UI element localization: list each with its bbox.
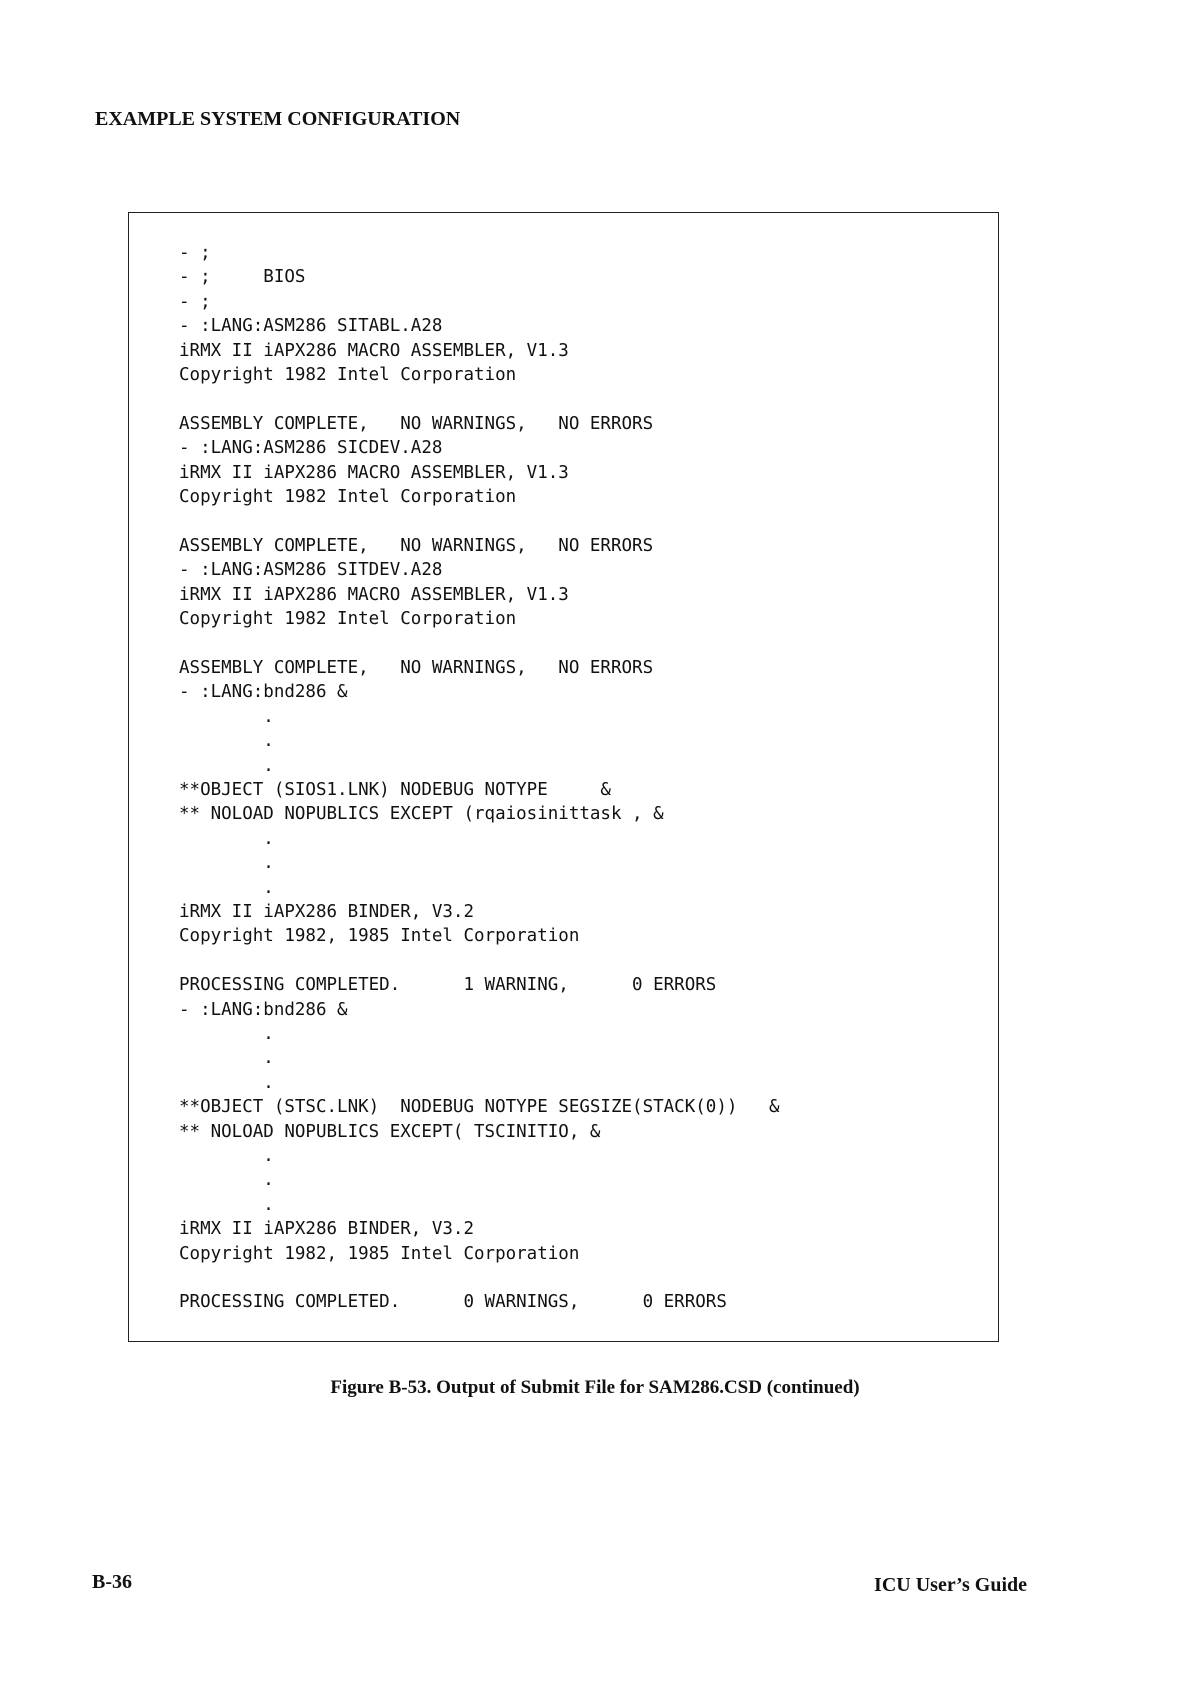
listing-line: ** NOLOAD NOPUBLICS EXCEPT( TSCINITIO, & <box>179 1121 601 1142</box>
listing-line: . <box>179 1072 274 1093</box>
listing-line: iRMX II iAPX286 MACRO ASSEMBLER, V1.3 <box>179 584 569 605</box>
listing-line: . <box>179 731 274 752</box>
listing-line: Copyright 1982 Intel Corporation <box>179 365 517 386</box>
listing-line: iRMX II iAPX286 BINDER, V3.2 <box>179 901 475 922</box>
listing-line: - :LANG:ASM286 SICDEV.A28 <box>179 438 443 459</box>
listing-line: . <box>179 1194 274 1215</box>
listing-frame <box>128 212 999 1342</box>
listing-line: - :LANG:bnd286 & <box>179 682 348 703</box>
listing-line: . <box>179 853 274 874</box>
listing-line: **OBJECT (SIOS1.LNK) NODEBUG NOTYPE & <box>179 779 611 800</box>
listing-line: **OBJECT (STSC.LNK) NODEBUG NOTYPE SEGSIZE(STACK(0)) & <box>179 1097 780 1118</box>
listing-line: iRMX II iAPX286 BINDER, V3.2 <box>179 1219 475 1240</box>
figure-caption: Figure B-53. Output of Submit File for SAM286.CSD (continued) <box>330 1377 860 1398</box>
section-header: EXAMPLE SYSTEM CONFIGURATION <box>95 108 461 130</box>
listing-line: ASSEMBLY COMPLETE, NO WARNINGS, NO ERRORS <box>179 657 654 678</box>
listing-line: ASSEMBLY COMPLETE, NO WARNINGS, NO ERRORS <box>179 413 654 434</box>
listing-line: Copyright 1982, 1985 Intel Corporation <box>179 926 580 947</box>
listing-line: . <box>179 828 274 849</box>
listing-line: . <box>179 1048 274 1069</box>
listing-line: - :LANG:bnd286 & <box>179 999 348 1020</box>
listing-line: . <box>179 877 274 898</box>
listing-line: - :LANG:ASM286 SITABL.A28 <box>179 316 443 337</box>
listing-line: - ; <box>179 243 211 263</box>
listing-line: Copyright 1982 Intel Corporation <box>179 609 517 630</box>
listing-line: iRMX II iAPX286 MACRO ASSEMBLER, V1.3 <box>179 462 569 483</box>
listing-line: Copyright 1982, 1985 Intel Corporation <box>179 1243 580 1264</box>
listing-line: . <box>179 1170 274 1191</box>
listing-line: - ; BIOS <box>179 267 306 288</box>
submit-output-listing <box>179 241 780 1315</box>
listing-line: - :LANG:ASM286 SITDEV.A28 <box>179 560 443 581</box>
listing-line: iRMX II iAPX286 MACRO ASSEMBLER, V1.3 <box>179 340 569 361</box>
listing-line: Copyright 1982 Intel Corporation <box>179 487 517 508</box>
listing-line: PROCESSING COMPLETED. 0 WARNINGS, 0 ERRORS <box>179 1292 727 1313</box>
page-number: B-36 <box>92 1571 132 1593</box>
listing-line: ASSEMBLY COMPLETE, NO WARNINGS, NO ERRORS <box>179 535 654 556</box>
listing-line: . <box>179 1024 274 1044</box>
listing-line: . <box>179 706 274 727</box>
listing-line: . <box>179 1146 274 1167</box>
listing-line: . <box>179 755 274 776</box>
listing-line: PROCESSING COMPLETED. 1 WARNING, 0 ERRORS <box>179 975 717 996</box>
listing-line: - ; <box>179 291 211 312</box>
guide-title: ICU User’s Guide <box>874 1574 1027 1596</box>
listing-line: ** NOLOAD NOPUBLICS EXCEPT (rqaiosinittask , & <box>179 804 664 825</box>
